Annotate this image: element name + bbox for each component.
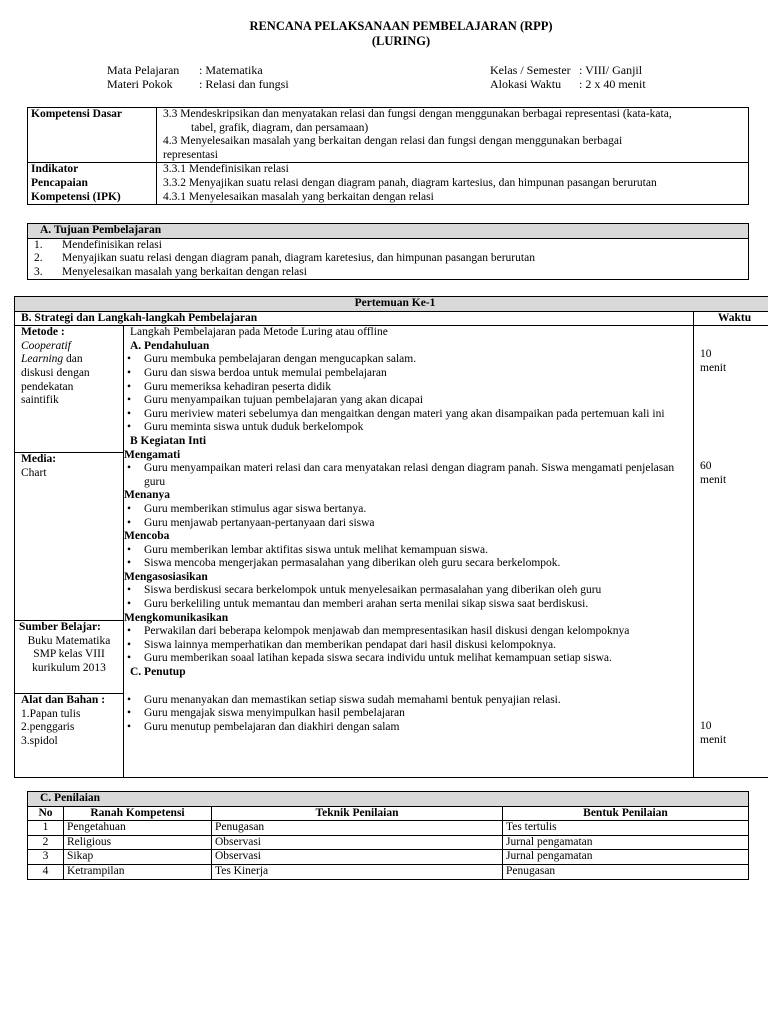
list-item: • Guru memberikan soaal latihan kepada siswa secara individu untuk melihat kemampuan setiap siswa. (144, 652, 691, 666)
tujuan-heading: A. Tujuan Pembelajaran (28, 224, 749, 239)
langkah-column: Langkah Pembelajaran pada Metode Luring atau offline A. Pendahuluan • Guru membuka pembelajaran dengan mengucapkan salam. • Guru dan siswa berdoa untuk memulai pembelajaran • Guru memeriksa kehadiran peserta didik • Guru menyampaikan tujuan pembelajaran yang akan dicapai • Guru meriview materi sebelumya dan mengaitkan dengan materi yang akan disampaikan pada pertemuan kali ini • Guru meminta siswa untuk duduk berkelompok B Kegiatan Inti Mengamati • Guru menyampaikan materi relasi dan cara menyatakan relasi dengan diagram panah. Siswa mengamati penjelasan guru Menanya • Guru memberikan stimulus agar siswa bertanya. • Guru menjawab pertanyaan-pertanyaan dari siswa Mencoba • Guru memberikan lembar aktifitas siswa untuk melihat kemampuan siswa. • Siswa mencoba mengerjakan permasalahan yang diberikan oleh guru secara berkelompok. Mengasosiasikan • Siswa berdiskusi secara berkelompok untuk menyelesaikan permasalahan yang diberikan oleh guru • Guru berkeliling untuk memantau dan memberi arahan serta menilai sikap siswa saat berdiskusi. Mengkomunikasikan • Perwakilan dari beberapa kelompok menjawab dan mempresentasikan hasil diskusi dengan kelompoknya • Siswa lainnya memperhatikan dan memberikan pendapat dari hasil diskusi kelompoknya. • Guru memberikan soaal latihan kepada siswa secara individu untuk melihat kemampuan setiap siswa. C. Penutup • Guru menanyakan dan memastikan setiap siswa sudah memahami bentuk penyajian relasi. • Guru mengajak siswa menyimpulkan hasil pembelajaran • Guru menutup pembelajaran dan diakhiri dengan salam (124, 326, 694, 778)
list-item: • Guru menyampaikan tujuan pembelajaran yang akan dicapai (144, 394, 691, 408)
document-title: RENCANA PELAKSANAAN PEMBELAJARAN (RPP) (249, 19, 553, 33)
list-item: • Perwakilan dari beberapa kelompok menjawab dan mempresentasikan hasil diskusi dengan kelompoknya (144, 625, 691, 639)
kompetensi-table (27, 107, 749, 205)
materi-label: Materi Pokok (107, 77, 173, 91)
menanya-heading: Menanya (124, 489, 170, 502)
info-kelas (490, 64, 642, 78)
info-materi (107, 78, 289, 92)
penilaian-header-row (28, 806, 749, 821)
pendahuluan-heading: A. Pendahuluan (130, 339, 210, 352)
alat-block: Alat dan Bahan : 1.Papan tulis 2.penggaris 3.spidol (15, 693, 123, 748)
pertemuan-table (14, 296, 768, 778)
list-item: • Guru berkeliling untuk memantau dan memberi arahan serta menilai sikap siswa saat berdiskusi. (144, 598, 691, 612)
tujuan-list (28, 238, 749, 280)
mengasosiasikan-heading: Mengasosiasikan (124, 570, 208, 583)
kd-item: 3.3 Mendeskripsikan dan menyatakan relasi dan fungsi dengan menggunakan berbagai representasi (kata-kata, (163, 108, 672, 120)
kd-content (157, 108, 749, 163)
list-item: • Guru membuka pembelajaran dengan mengucapkan salam. (144, 353, 691, 367)
ipk-label: Indikator Pencapaian Kompetensi (IPK) (28, 163, 157, 205)
penutup-heading: C. Penutup (130, 666, 186, 679)
penilaian-heading: C. Penilaian (28, 792, 749, 807)
list-item: • Siswa lainnya memperhatikan dan memberikan pendapat dari hasil diskusi kelompoknya. (144, 639, 691, 653)
ipk-content (157, 163, 749, 205)
metode-block: Metode : Cooperatif Learning dan diskusi dengan pendekatan saintifik (21, 326, 90, 407)
kelas-label: Kelas / Semester (490, 63, 571, 77)
table-row: 2 Religious Observasi Jurnal pengamatan (28, 835, 749, 850)
list-item: • Siswa berdiskusi secara berkelompok untuk menyelesaikan permasalahan yang diberikan oleh guru (144, 584, 691, 598)
strategi-heading: B. Strategi dan Langkah-langkah Pembelajaran (15, 311, 694, 326)
side-column (15, 326, 124, 778)
waktu-penutup: 10 menit (700, 720, 727, 746)
list-item: • Guru menyampaikan materi relasi dan cara menyatakan relasi dengan diagram panah. Siswa mengamati penjelasan guru (144, 462, 691, 489)
column-header: Ranah Kompetensi (64, 806, 212, 821)
mengamati-heading: Mengamati (124, 448, 181, 461)
table-row: 4 Ketrampilan Tes Kinerja Penugasan (28, 864, 749, 879)
list-item: • Guru menutup pembelajaran dan diakhiri dengan salam (144, 721, 691, 735)
list-item: • Guru memberikan lembar aktifitas siswa untuk melihat kemampuan siswa. (144, 544, 691, 558)
mapel-value: : Matematika (199, 63, 263, 77)
kd-item: representasi (163, 148, 218, 161)
waktu-heading: Waktu (694, 311, 768, 326)
kd-row (28, 108, 749, 163)
alokasi-value: : 2 x 40 menit (579, 77, 646, 91)
column-header: Bentuk Penilaian (503, 806, 749, 821)
waktu-column (694, 326, 768, 778)
list-item: • Guru meriview materi sebelumya dan mengaitkan dengan materi yang akan disampaikan pada pertemuan kali ini (144, 408, 691, 422)
penilaian-table (27, 791, 749, 880)
ipk-item: 3.3.2 Menyajikan suatu relasi dengan diagram panah, diagram kartesius, dan himpunan pasangan berurutan (163, 176, 657, 189)
list-item: • Guru dan siswa berdoa untuk memulai pembelajaran (144, 367, 691, 381)
list-item: • Guru menjawab pertanyaan-pertanyaan dari siswa (144, 517, 691, 531)
kd-item: 4.3 Menyelesaikan masalah yang berkaitan dengan relasi dan fungsi dengan menggunakan berbagai (163, 135, 623, 148)
ipk-row (28, 163, 749, 205)
column-header: Teknik Penilaian (212, 806, 503, 821)
list-item: • Guru meminta siswa untuk duduk berkelompok (144, 421, 691, 435)
ipk-item: 4.3.1 Menyelesaikan masalah yang berkaitan dengan relasi (163, 190, 434, 203)
column-header: No (28, 806, 64, 821)
list-item: • Guru mengajak siswa menyimpulkan hasil pembelajaran (144, 707, 691, 721)
tujuan-table (27, 223, 749, 280)
tujuan-item: 2. Menyajikan suatu relasi dengan diagram panah, diagram karetesius, dan himpunan pasangan berurutan (34, 252, 535, 265)
kelas-value: : VIII/ Ganjil (579, 63, 643, 77)
document-subtitle: (LURING) (371, 34, 431, 48)
alokasi-label: Alokasi Waktu (490, 77, 562, 91)
ipk-item: 3.3.1 Mendefinisikan relasi (163, 163, 289, 176)
info-mapel (107, 64, 263, 78)
list-item: • Guru memberikan stimulus agar siswa bertanya. (144, 503, 691, 517)
mengkomunikasikan-heading: Mengkomunikasikan (124, 611, 229, 624)
mencoba-heading: Mencoba (124, 530, 170, 543)
tujuan-item: 1. Mendefinisikan relasi (34, 238, 162, 251)
sumber-block: Sumber Belajar: Buku Matematika SMP kelas VIII kurikulum 2013 (15, 620, 123, 693)
pertemuan-heading: Pertemuan Ke-1 (15, 297, 768, 312)
materi-value: : Relasi dan fungsi (199, 77, 289, 91)
waktu-pendahuluan: 10 menit (700, 348, 727, 374)
tujuan-item: 3. Menyelesaikan masalah yang berkaitan dengan relasi (34, 265, 307, 278)
info-alokasi (490, 78, 646, 92)
kd-label: Kompetensi Dasar (28, 108, 157, 163)
mapel-label: Mata Pelajaran (107, 63, 180, 77)
table-row: 1 Pengetahuan Penugasan Tes tertulis (28, 821, 749, 836)
list-item: • Siswa mencoba mengerjakan permasalahan yang diberikan oleh guru secara berkelompok. (144, 557, 691, 571)
kd-item: tabel, grafik, diagram, dan persamaan) (191, 121, 369, 134)
waktu-inti: 60 menit (700, 460, 727, 486)
media-block: Media: Chart (15, 452, 123, 620)
inti-heading: B Kegiatan Inti (130, 434, 207, 447)
list-item: • Guru memeriksa kehadiran peserta didik (144, 381, 691, 395)
list-item: • Guru menanyakan dan memastikan setiap siswa sudah memahami bentuk penyajian relasi. (144, 694, 691, 708)
table-row: 3 Sikap Observasi Jurnal pengamatan (28, 850, 749, 865)
pendahuluan-list (124, 353, 691, 435)
